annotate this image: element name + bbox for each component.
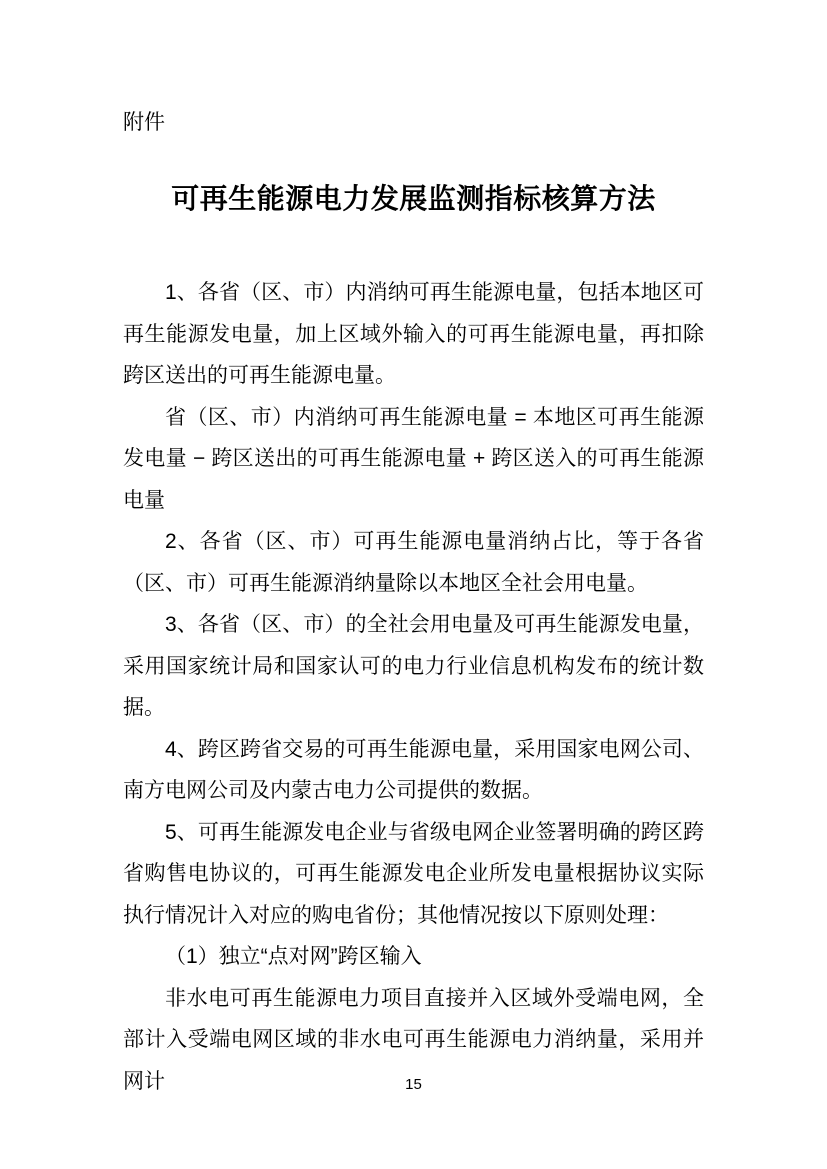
paragraph: 2、各省（区、市）可再生能源电量消纳占比，等于各省（区、市）可再生能源消纳量除以本地区全社会用电量。	[123, 530, 704, 595]
paragraph: 1、各省（区、市）内消纳可再生能源电量，包括本地区可再生能源发电量，加上区域外输入的可再生能源电量，再扣除跨区送出的可再生能源电量。	[123, 281, 704, 387]
attachment-label: 附件	[123, 111, 165, 134]
paragraph: 4、跨区跨省交易的可再生能源电量，采用国家电网公司、南方电网公司及内蒙古电力公司提供的数据。	[123, 737, 704, 802]
paragraph: 非水电可再生能源电力项目直接并入区域外受端电网，全部计入受端电网区域的非水电可再生能源电力消纳量，采用并网计	[123, 986, 704, 1093]
page-number: 15	[405, 1076, 422, 1093]
document-body	[123, 272, 704, 1102]
page-title: 可再生能源电力发展监测指标核算方法	[171, 183, 656, 214]
paragraph: 省（区、市）内消纳可再生能源电量 = 本地区可再生能源发电量 − 跨区送出的可再生能源电量 + 跨区送入的可再生能源电量	[123, 405, 704, 512]
paragraph: 5、可再生能源发电企业与省级电网企业签署明确的跨区跨省购售电协议的，可再生能源发电企业所发电量根据协议实际执行情况计入对应的购电省份；其他情况按以下原则处理：	[123, 820, 704, 927]
paragraph: （1）独立“点对网”跨区输入	[165, 945, 422, 968]
paragraph: 3、各省（区、市）的全社会用电量及可再生能源发电量，采用国家统计局和国家认可的电力行业信息机构发布的统计数据。	[123, 613, 704, 719]
